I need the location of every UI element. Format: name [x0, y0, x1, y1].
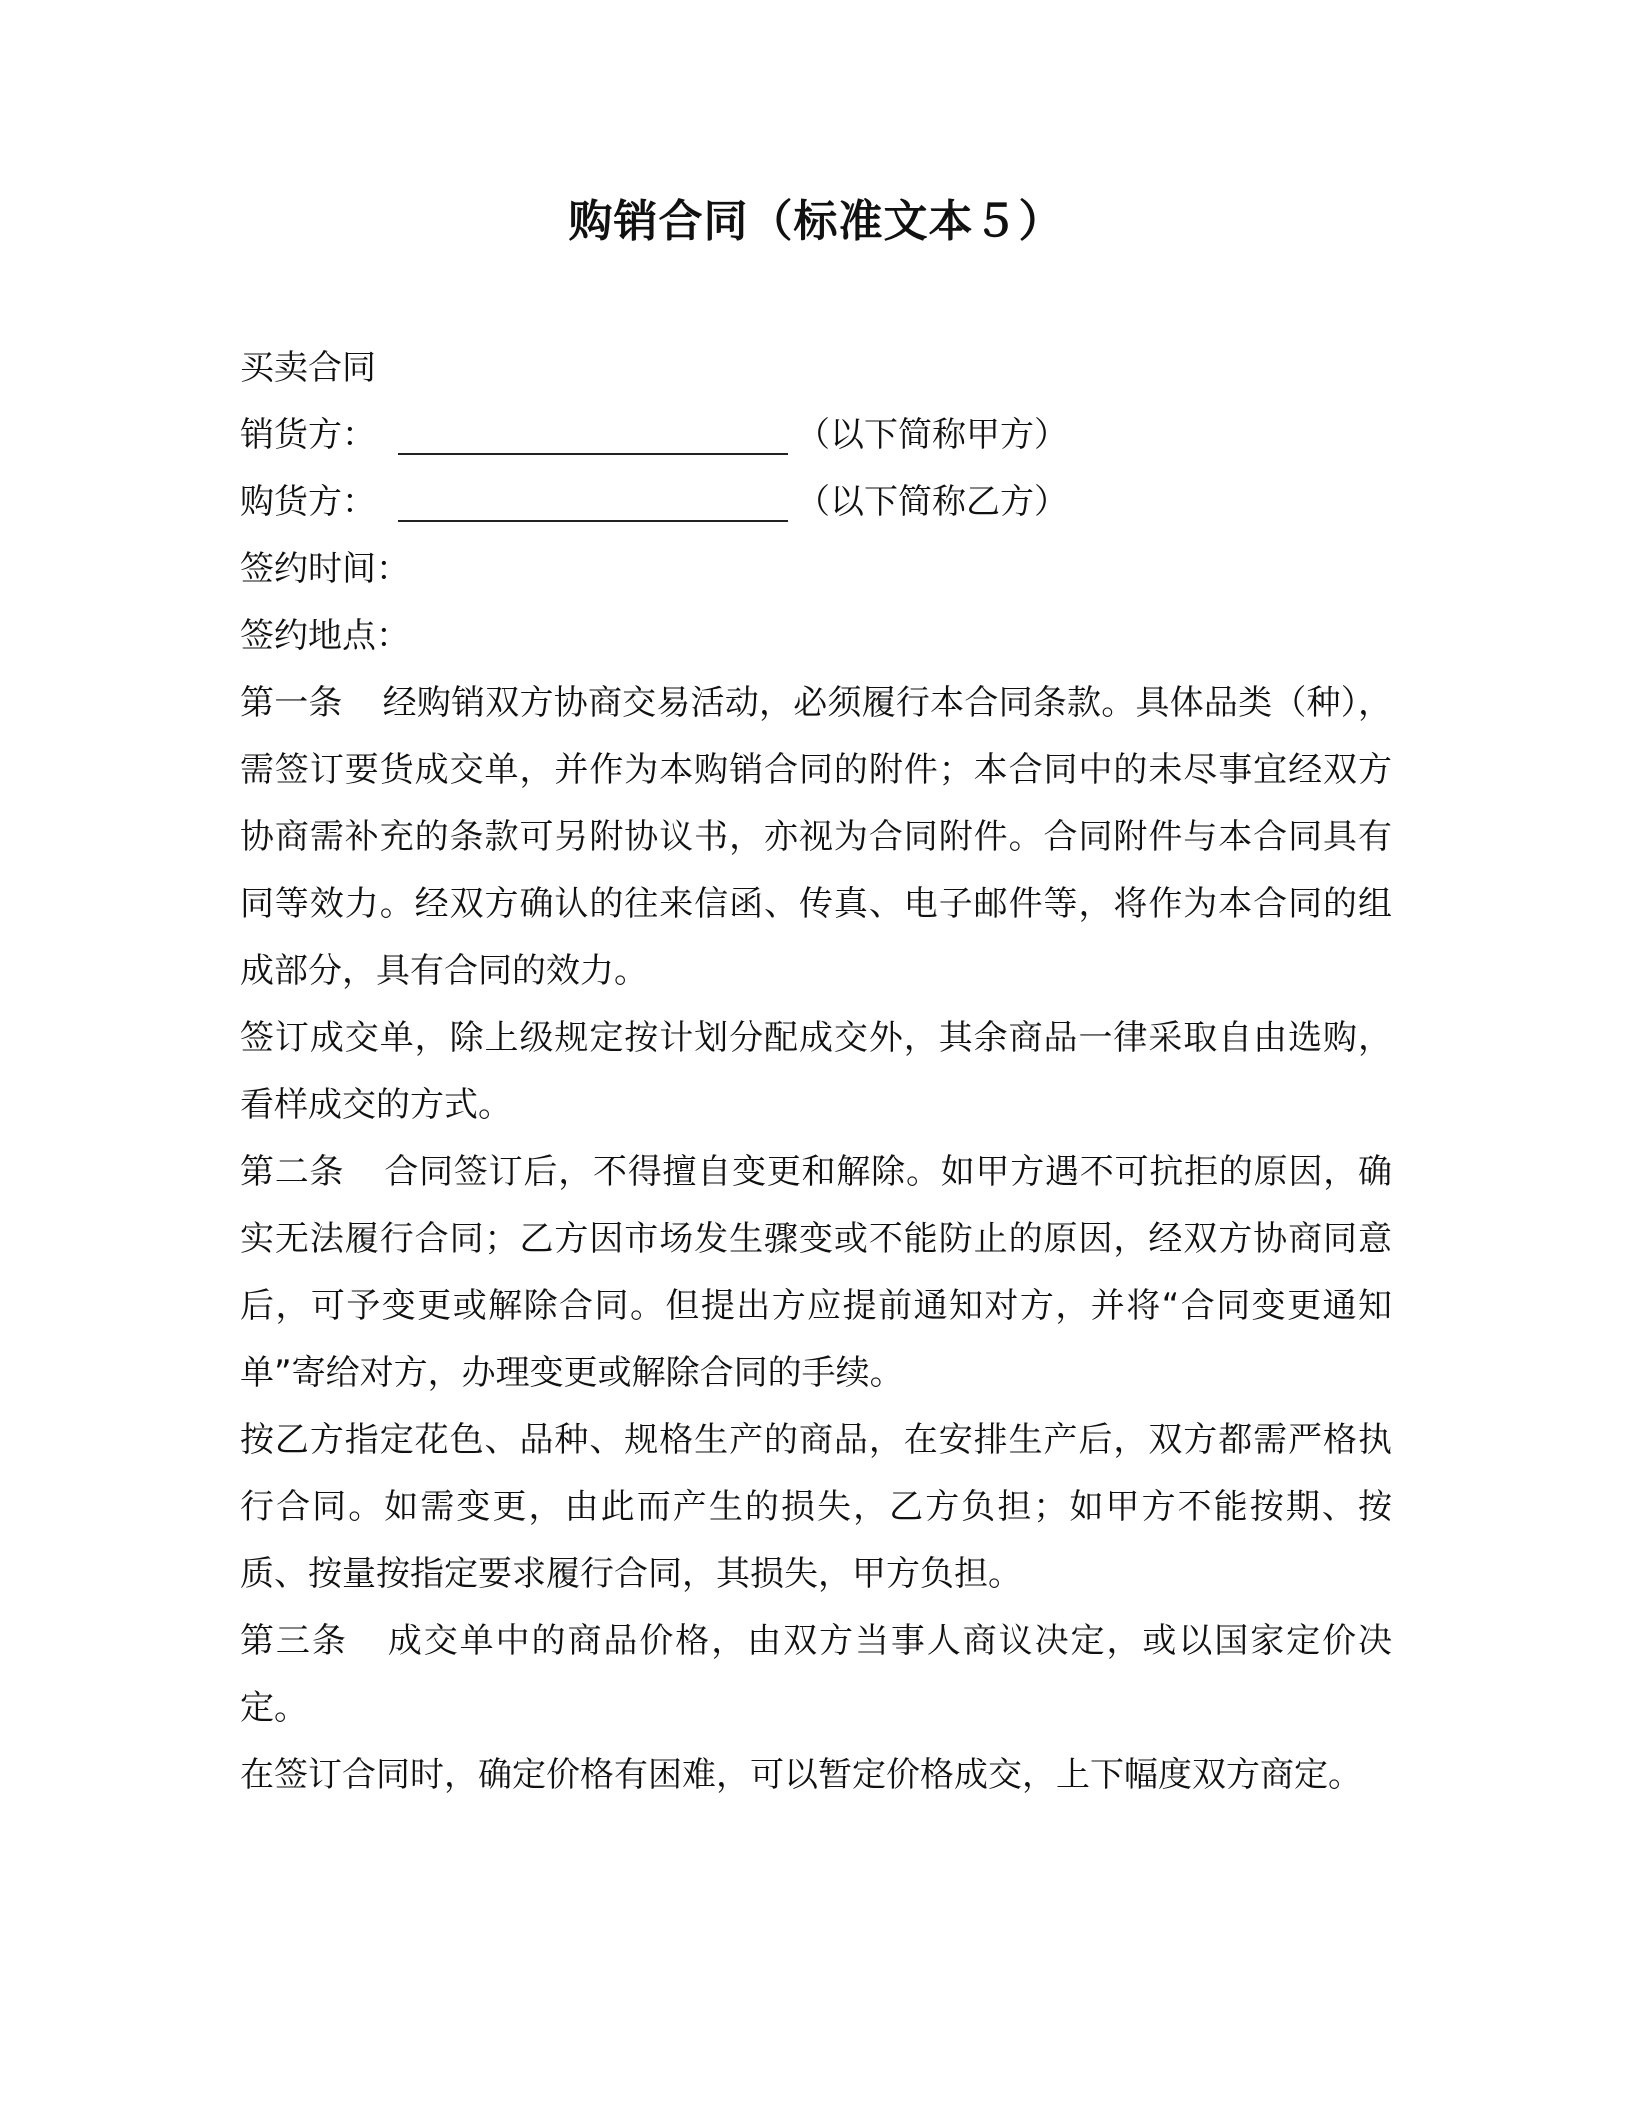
seller-note: （以下简称甲方） [796, 415, 1068, 455]
article-2-paragraph-2: 按乙方指定花色、品种、规格生产的商品，在安排生产后，双方都需严格执行合同。如需变更，由此而产生的损失，乙方负担；如甲方不能按期、按质、按量按指定要求履行合同，其损失，甲方负担。 [240, 1420, 1392, 1594]
buyer-name-blank [398, 520, 788, 522]
article-3-text: 成交单中的商品价格，由双方当事人商议决定，或以国家定价决定。 [240, 1621, 1393, 1728]
article-1 [240, 670, 1392, 1005]
seller-name-blank [398, 453, 788, 455]
buyer-note: （以下简称乙方） [796, 482, 1068, 522]
sign-place-label: 签约地点： [240, 616, 410, 656]
article-1-paragraph-2: 签订成交单，除上级规定按计划分配成交外，其余商品一律采取自由选购，看样成交的方式。 [240, 1018, 1392, 1125]
buyer-row [240, 469, 1392, 536]
article-1-text: 经购销双方协商交易活动，必须履行本合同条款。具体品类（种），需签订要货成交单，并作为本购销合同的附件；本合同中的未尽事宜经双方协商需补充的条款可另附协议书，亦视为合同附件。合同附件与本合同具有同等效力。经双方确认的往来信函、传真、电子邮件等，将作为本合同的组成部分，具有合同的效力。 [240, 683, 1392, 991]
contract-subtitle: 买卖合同 [240, 348, 376, 388]
article-1-number: 第一条 [240, 683, 343, 723]
seller-row [240, 402, 1392, 469]
article-2-number: 第二条 [240, 1152, 345, 1192]
sign-time-label: 签约时间： [240, 549, 410, 589]
seller-label: 销货方： [240, 415, 376, 455]
article-3-paragraph-2: 在签订合同时，确定价格有困难，可以暂定价格成交，上下幅度双方商定。 [240, 1755, 1362, 1795]
article-2-text: 合同签订后，不得擅自变更和解除。如甲方遇不可抗拒的原因，确实无法履行合同；乙方因市场发生骤变或不能防止的原因，经双方协商同意后，可予变更或解除合同。但提出方应提前通知对方，并将“合同变更通知单”寄给对方，办理变更或解除合同的手续。 [240, 1152, 1393, 1393]
buyer-label: 购货方： [240, 482, 376, 522]
article-3 [240, 1608, 1392, 1742]
article-2 [240, 1139, 1392, 1407]
document-title: 购销合同（标准文本５） [568, 196, 1064, 247]
article-3-number: 第三条 [240, 1621, 348, 1661]
document-body [240, 335, 1392, 1809]
